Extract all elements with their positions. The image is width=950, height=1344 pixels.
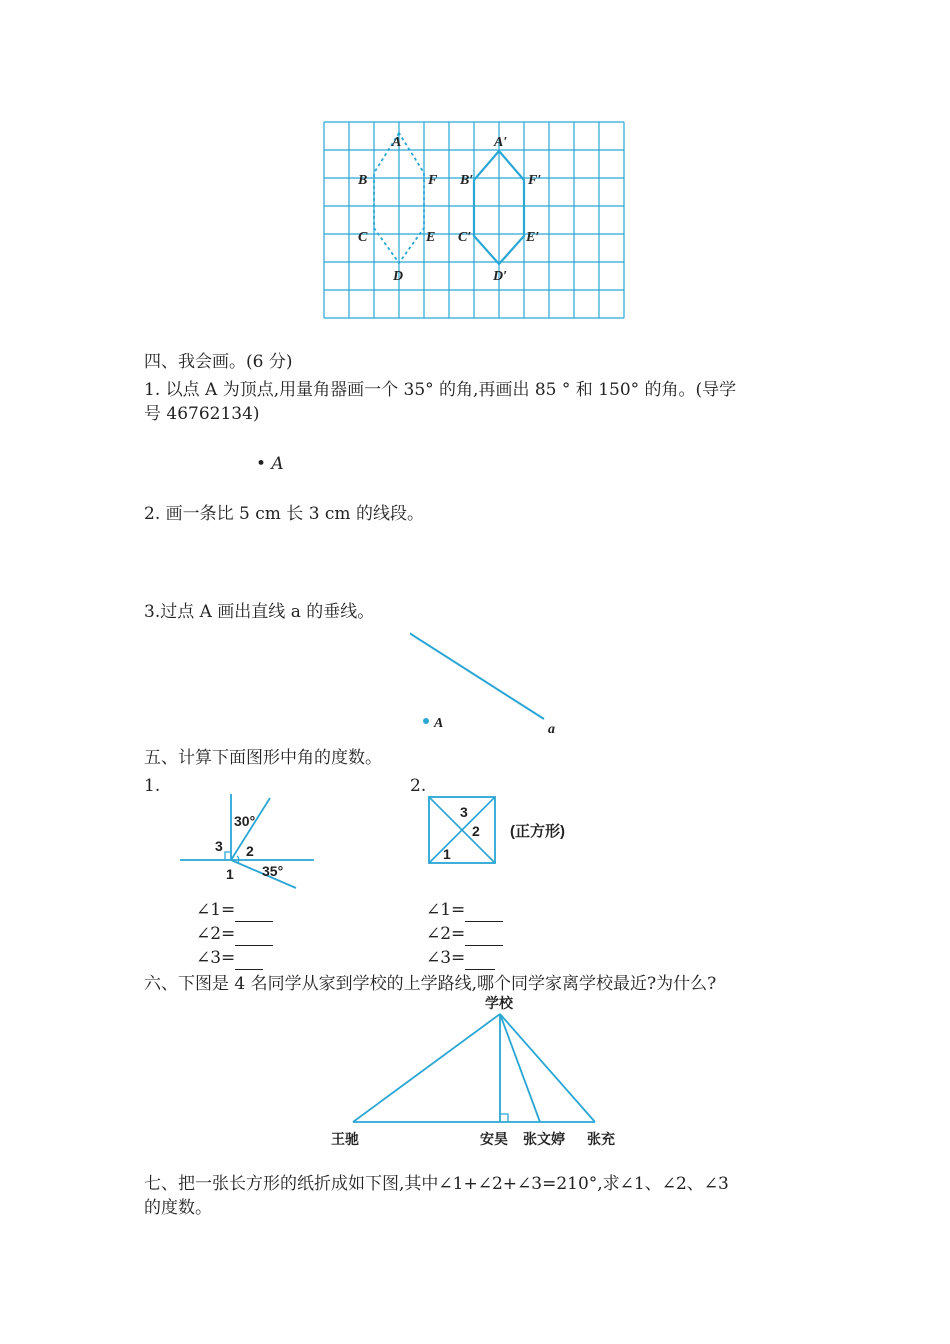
route-figure	[325, 992, 635, 1154]
label-e: E	[426, 230, 436, 245]
label-f-prime: F′	[528, 173, 542, 188]
section4-q2: 2. 画一条比 5 cm 长 3 cm 的线段。	[144, 504, 424, 524]
section4-heading: 四、我会画。(6 分)	[144, 352, 293, 372]
fig1-angle-3-label: 3	[215, 838, 223, 854]
school-label: 学校	[485, 995, 513, 1011]
fig1-angle-1-label: 1	[226, 866, 234, 882]
label-a-prime: A′	[494, 135, 508, 150]
label-d: D	[393, 269, 404, 284]
perpendicular-figure	[410, 615, 570, 745]
student-zhang-chong: 张充	[587, 1131, 615, 1147]
fig1-answer-2: ∠2=	[196, 922, 273, 946]
fig2-angle-3-label: 3	[460, 804, 468, 820]
angle-35-label: 35°	[262, 863, 284, 879]
line-a	[410, 622, 544, 719]
fig2-angle-1-label: 1	[443, 846, 451, 862]
label-c: C	[358, 230, 368, 245]
label-e-prime: E′	[526, 230, 540, 245]
label-c-prime: C′	[458, 230, 472, 245]
fig1-answer-3: ∠3=	[196, 946, 263, 970]
grid-figure	[318, 118, 630, 328]
label-b-prime: B′	[460, 173, 474, 188]
student-wang-chi: 王驰	[331, 1131, 359, 1147]
angle-30-label: 30°	[234, 813, 256, 829]
angle-figure-2	[424, 792, 504, 868]
section5-heading: 五、计算下面图形中角的度数。	[144, 748, 382, 768]
square-note: (正方形)	[510, 823, 565, 840]
label-f: F	[428, 173, 438, 188]
student-zhang-wenting: 张文婷	[523, 1131, 565, 1147]
student-an-hao: 安昊	[480, 1131, 508, 1147]
label-d-prime: D′	[493, 269, 508, 284]
point-a-label: A	[434, 716, 444, 731]
point-a-vertex: • A	[256, 454, 284, 474]
fig1-number: 1.	[144, 776, 161, 796]
angle-figure-1	[178, 792, 318, 892]
section7-line2: 的度数。	[144, 1198, 212, 1218]
fig2-answer-1: ∠1=	[426, 898, 503, 922]
label-b: B	[358, 173, 368, 188]
point-a	[423, 718, 429, 724]
fig1-answer-1: ∠1=	[196, 898, 273, 922]
line-a-label: a	[548, 722, 555, 737]
section7-line1: 七、把一张长方形的纸折成如下图,其中∠1+∠2+∠3=210°,求∠1、∠2、∠3	[144, 1174, 729, 1194]
section4-q3: 3.过点 A 画出直线 a 的垂线。	[144, 602, 375, 622]
section6-heading: 六、下图是 4 名同学从家到学校的上学路线,哪个同学家离学校最近?为什么?	[144, 974, 717, 994]
fig1-angle-2-label: 2	[246, 843, 254, 859]
fig2-answer-3: ∠3=	[426, 946, 495, 970]
section4-q1-line1: 1. 以点 A 为顶点,用量角器画一个 35° 的角,再画出 85 ° 和 150° 的角。(导学	[144, 380, 737, 400]
fig2-angle-2-label: 2	[472, 823, 480, 839]
label-a: A	[392, 135, 402, 150]
fig2-answer-2: ∠2=	[426, 922, 503, 946]
fig2-number: 2.	[410, 776, 427, 796]
section4-q1-line2: 号 46762134)	[144, 404, 260, 424]
